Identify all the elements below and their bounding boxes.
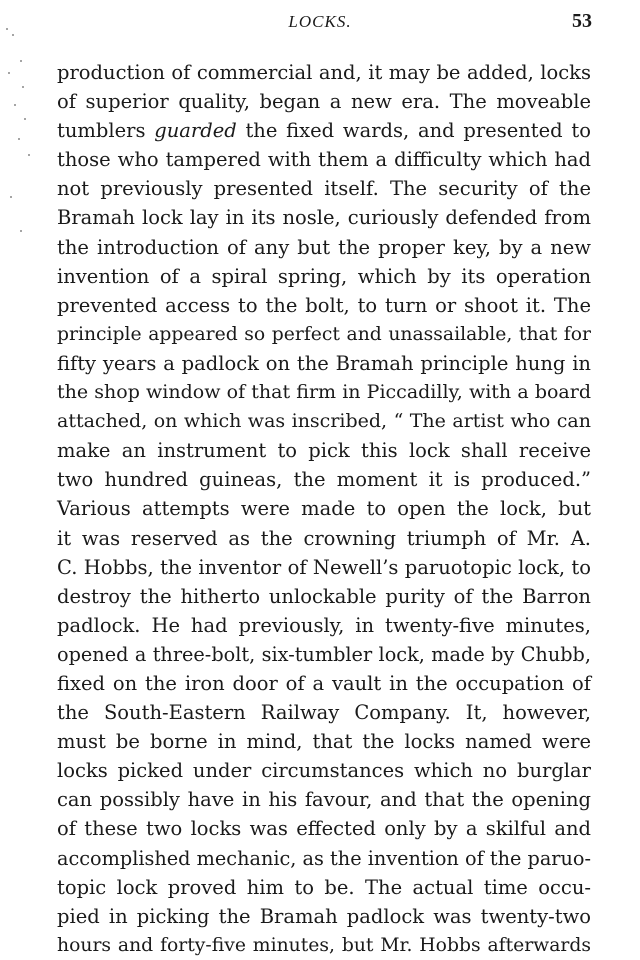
text-line: destroy the hitherto unlockable purity of the Barron bbox=[57, 584, 591, 608]
text-line: not previously presented itself. The security of the bbox=[57, 177, 591, 201]
text-line: hours and forty-five minutes, but Mr. Hobbs afterwards bbox=[57, 934, 591, 956]
text-line: principle appeared so perfect and unassailable, that for bbox=[57, 323, 591, 345]
text-line: accomplished mechanic, as the invention of the paruo- bbox=[57, 846, 591, 870]
running-head bbox=[0, 8, 640, 34]
text-line: Various attempts were made to open the lock, but bbox=[57, 497, 591, 521]
text-line: make an instrument to pick this lock shall receive bbox=[57, 439, 591, 463]
running-title: LOCKS. bbox=[288, 12, 352, 31]
text-line: Bramah lock lay in its nosle, curiously defended from bbox=[57, 206, 591, 230]
text-segment: tumblers bbox=[57, 119, 155, 143]
text-line: production of commercial and, it may be added, locks bbox=[57, 61, 591, 84]
text-line: the introduction of any but the proper key, by a new bbox=[57, 235, 591, 259]
margin-specks bbox=[2, 20, 30, 240]
text-line: C. Hobbs, the inventor of Newell’s paruotopic lock, to bbox=[57, 555, 591, 579]
text-line bbox=[57, 116, 591, 145]
text-line: padlock. He had previously, in twenty-five minutes, bbox=[57, 613, 591, 637]
text-line: the South-Eastern Railway Company. It, however, bbox=[57, 701, 591, 725]
text-line: two hundred guineas, the moment it is produced.” bbox=[57, 468, 591, 492]
text-line: locks picked under circumstances which no burglar bbox=[57, 759, 591, 783]
text-line: those who tampered with them a difficulty which had bbox=[57, 148, 591, 172]
text-line: can possibly have in his favour, and that the opening bbox=[57, 788, 591, 812]
text-line: topic lock proved him to be. The actual time occu- bbox=[57, 875, 591, 899]
text-line: the shop window of that firm in Piccadilly, with a board bbox=[57, 381, 591, 404]
italic-word: guarded bbox=[154, 119, 237, 143]
text-line: fixed on the iron door of a vault in the occupation of bbox=[57, 671, 591, 695]
page-number: 53 bbox=[572, 10, 592, 32]
text-line: prevented access to the bolt, to turn or shoot it. The bbox=[57, 293, 591, 317]
text-line: opened a three-bolt, six-tumbler lock, made by Chubb, bbox=[57, 642, 591, 666]
text-line: of these two locks was effected only by a skilful and bbox=[57, 817, 591, 841]
text-segment: the fixed wards, and presented to bbox=[236, 119, 591, 143]
text-line: it was reserved as the crowning triumph of Mr. A. bbox=[57, 526, 591, 550]
text-line: must be borne in mind, that the locks named were bbox=[57, 730, 591, 754]
text-line: invention of a spiral spring, which by its operation bbox=[57, 264, 591, 288]
text-line: pied in picking the Bramah padlock was twenty-two bbox=[57, 904, 591, 928]
text-line: of superior quality, began a new era. The moveable bbox=[57, 90, 591, 114]
body-text bbox=[57, 58, 591, 960]
text-line: fifty years a padlock on the Bramah principle hung in bbox=[57, 351, 591, 375]
text-line: attached, on which was inscribed, “ The artist who can bbox=[57, 410, 591, 433]
